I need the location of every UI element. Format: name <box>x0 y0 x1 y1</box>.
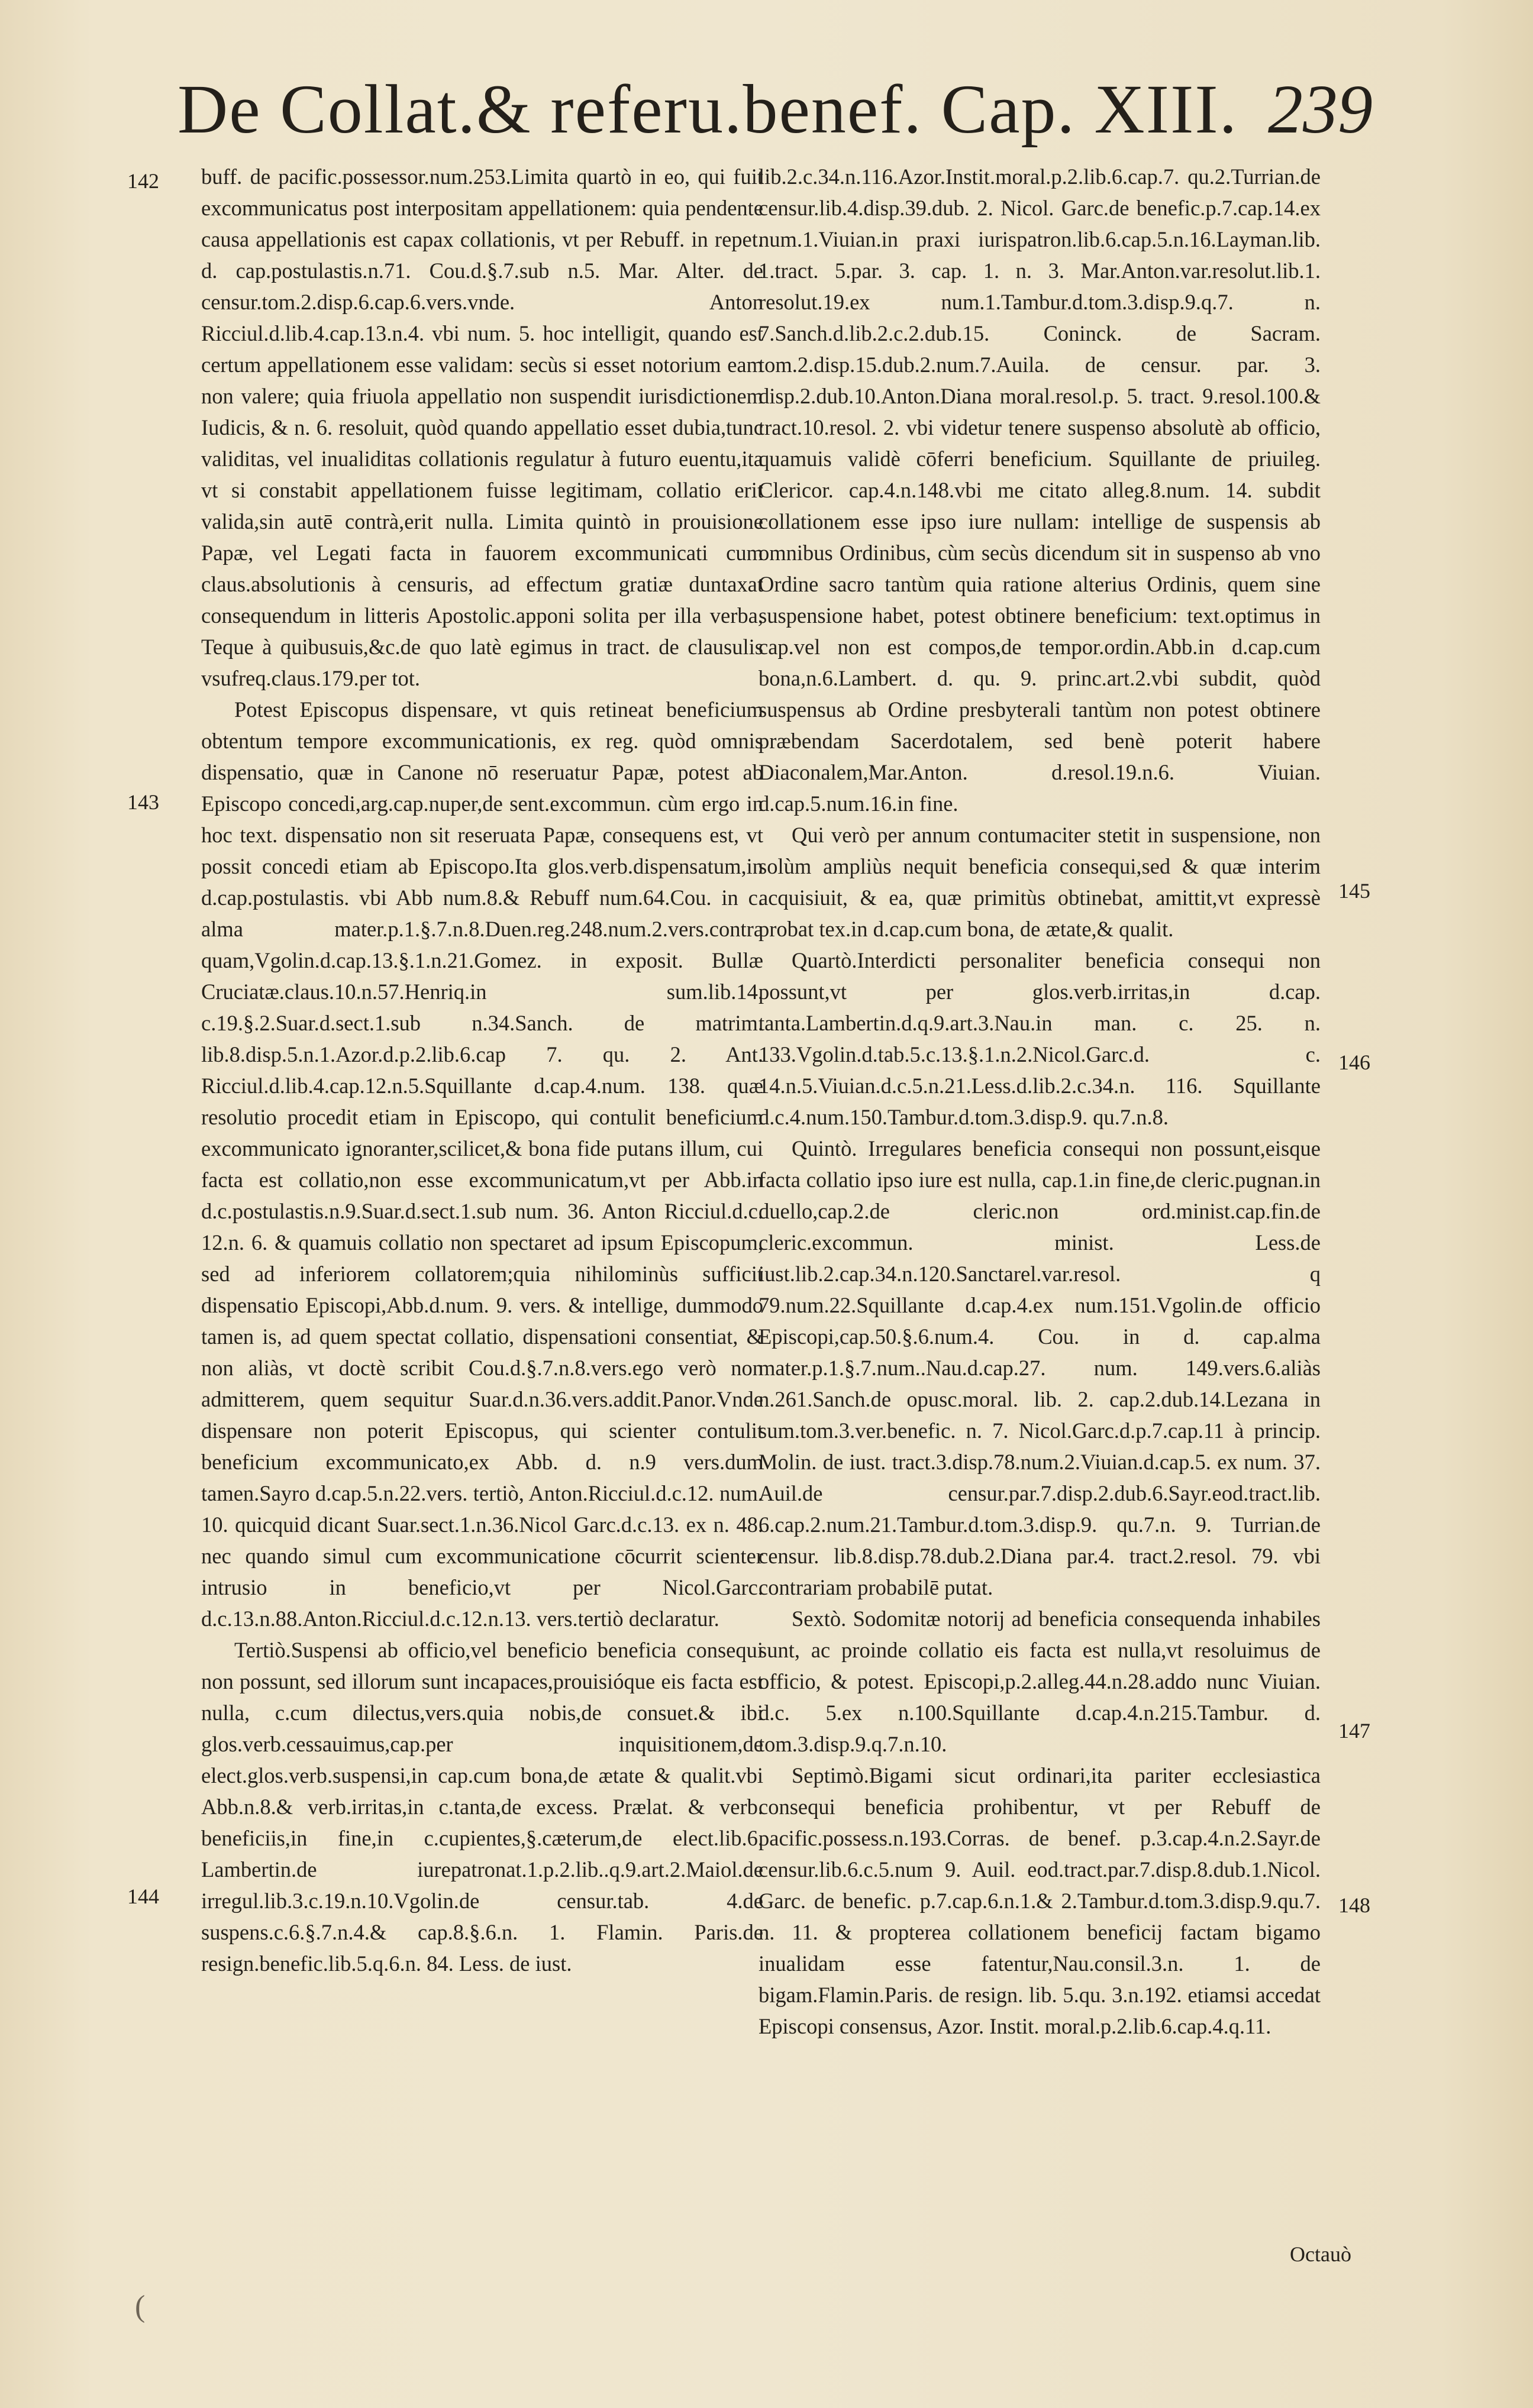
page-number: 239 <box>1268 70 1373 148</box>
running-header <box>177 65 1373 154</box>
paragraph-144: Tertiò.Suspensi ab officio,vel beneficio beneficia consequi non possunt, sed illorum sunt incapaces,prouisióque eis facta est nulla, c.cum dilectus,vers.quia nobis,de consuet.& ibi glos.verb.cessauimus,cap.per inquisitionem,de elect.glos.verb.suspensi,in cap.cum bona,de ætate & qualit.vbi Abb.n.8.& verb.irritas,in c.tanta,de excess. Prælat. & verb. beneficiis,in fine,in c.cupientes,§.cæterum,de elect.lib.6. Lambertin.de iurepatronat.1.p.2.lib..q.9.art.2.Maiol.de irregul.lib.3.c.19.n.10.Vgolin.de censur.tab. 4.de suspens.c.6.§.7.n.4.& cap.8.§.6.n. 1. Flamin. Paris.de resign.benefic.lib.5.q.6.n. 84. Less. de iust. <box>201 1638 763 1976</box>
paragraph-146: Quartò.Interdicti personaliter beneficia consequi non possunt,vt per glos.verb.irritas,in d.cap. tanta.Lambertin.d.q.9.art.3.Nau.in man. c. 25. n. 133.Vgolin.d.tab.5.c.13.§.1.n.2.Nicol.Garc.d. c. 14.n.5.Viuian.d.c.5.n.21.Less.d.lib.2.c.34.n. 116. Squillante d.c.4.num.150.Tambur.d.tom.3.disp.9. qu.7.n.8. <box>759 948 1321 1129</box>
catchword: Octauò <box>1290 2242 1351 2266</box>
margin-number-143: 143 <box>127 790 159 814</box>
paragraph-144-continued: lib.2.c.34.n.116.Azor.Instit.moral.p.2.lib.6.cap.7. qu.2.Turrian.de censur.lib.4.disp.39.dub. 2. Nicol. Garc.de benefic.p.7.cap.14.ex num.1.Viuian.in praxi iurispatron.lib.6.cap.5.n.16.Layman.lib. 1.tract. 5.par. 3. cap. 1. n. 3. Mar.Anton.var.resolut.lib.1. resolut.19.ex num.1.Tambur.d.tom.3.disp.9.q.7. n. 7.Sanch.d.lib.2.c.2.dub.15. Coninck. de Sacram. tom.2.disp.15.dub.2.num.7.Auila. de censur. par. 3. disp.2.dub.10.Anton.Diana moral.resol.p. 5. tract. 9.resol.100.& tract.10.resol. 2. vbi videtur tenere suspenso absolutè ab officio, quamuis validè cōferri beneficium. Squillante de priuileg. Clericor. cap.4.n.148.vbi me citato alleg.8.num. 14. subdit collationem esse ipso iure nullam: intellige de suspensis ab omnibus Ordinibus, cùm secùs dicendum sit in suspenso ab vno Ordine sacro tantùm quia ratione alterius Ordinis, quem sine suspensione habet, potest obtinere beneficium: text.optimus in cap.vel non est compos,de tempor.ordin.Abb.in d.cap.cum bona,n.6.Lambert. d. qu. 9. princ.art.2.vbi subdit, quòd suspensus ab Ordine presbyterali tantùm non potest obtinere præbendam Sacerdotalem, sed benè poterit habere Diaconalem,Mar.Anton. d.resol.19.n.6. Viuian. d.cap.5.num.16.in fine. <box>759 164 1321 816</box>
paragraph-143: Potest Episcopus dispensare, vt quis retineat beneficium obtentum tempore excommunicationis, ex reg. quòd omnis dispensatio, quæ in Canone nō reseruatur Papæ, potest ab Episcopo concedi,arg.cap.nuper,de sent.excommun. cùm ergo in hoc text. dispensatio non sit reseruata Papæ, consequens est, vt possit concedi etiam ab Episcopo.Ita glos.verb.dispensatum,in d.cap.postulastis. vbi Abb num.8.& Rebuff num.64.Cou. in c. alma mater.p.1.§.7.n.8.Duen.reg.248.num.2.vers.contra quam,Vgolin.d.cap.13.§.1.n.21.Gomez. in exposit. Bullæ Cruciatæ.claus.10.n.57.Henriq.in sum.lib.14. c.19.§.2.Suar.d.sect.1.sub n.34.Sanch. de matrim. lib.8.disp.5.n.1.Azor.d.p.2.lib.6.cap 7. qu. 2. Ant. Ricciul.d.lib.4.cap.12.n.5.Squillante d.cap.4.num. 138. quæ resolutio procedit etiam in Episcopo, qui contulit beneficium excommunicato ignoranter,scilicet,& bona fide putans illum, cui facta est collatio,non esse excommunicatum,vt per Abb.in d.c.postulastis.n.9.Suar.d.sect.1.sub num. 36. Anton Ricciul.d.c. 12.n. 6. & quamuis collatio non spectaret ad ipsum Episcopum, sed ad inferiorem collatorem;quia nihilominùs sufficit dispensatio Episcopi,Abb.d.num. 9. vers. & intellige, dummodo tamen is, ad quem spectat collatio, dispensationi consentiat, & non aliàs, vt doctè scribit Cou.d.§.7.n.8.vers.ego verò non admitterem, quem sequitur Suar.d.n.36.vers.addit.Panor.Vnde dispensare non poterit Episcopus, qui scienter contulit beneficium excommunicato,ex Abb. d. n.9 vers.dum tamen.Sayro d.cap.5.n.22.vers. tertiò, Anton.Ricciul.d.c.12. num. 10. quicquid dicant Suar.sect.1.n.36.Nicol Garc.d.c.13. ex n. 48. nec quando simul cum excommunicatione cōcurrit scienter intrusio in beneficio,vt per Nicol.Garc. d.c.13.n.88.Anton.Ricciul.d.c.12.n.13. vers.tertiò declaratur. <box>201 697 763 1631</box>
margin-number-147: 147 <box>1338 1719 1370 1743</box>
margin-number-146: 146 <box>1338 1051 1370 1074</box>
paragraph-142: buff. de pacific.possessor.num.253.Limita quartò in eo, qui fuit excommunicatus post interpositam appellationem: quia pendente causa appellationis est capax collationis, vt per Rebuff. in repet. d. cap.postulastis.n.71. Cou.d.§.7.sub n.5. Mar. Alter. de censur.tom.2.disp.6.cap.6.vers.vnde. Anton Ricciul.d.lib.4.cap.13.n.4. vbi num. 5. hoc intelligit, quando est certum appellationem esse validam: secùs si esset notorium eam non valere; quia friuola appellatio non suspendit iurisdictionem Iudicis, & n. 6. resoluit, quòd quando appellatio esset dubia,tunc validitas, vel inualiditas collationis regulatur à futuro euentu,ita vt si constabit appellationem fuisse legitimam, collatio erit valida,sin autē contrà,erit nulla. Limita quintò in prouisione Papæ, vel Legati facta in fauorem excommunicati cum claus.absolutionis à censuris, ad effectum gratiæ duntaxat consequendum in litteris Apostolic.apponi solita per illa verba, Teque à quibusuis,&c.de quo latè egimus in tract. de clausulis vsufreq.claus.179.per tot. <box>201 164 763 690</box>
right-column <box>759 161 1321 2042</box>
paragraph-148: Septimò.Bigami sicut ordinari,ita pariter ecclesiastica consequi beneficia prohibentur, vt per Rebuff de pacific.possess.n.193.Corras. de benef. p.3.cap.4.n.2.Sayr.de censur.lib.6.c.5.num 9. Auil. eod.tract.par.7.disp.8.dub.1.Nicol. Garc. de benefic. p.7.cap.6.n.1.& 2.Tambur.d.tom.3.disp.9.qu.7. n. 11. & propterea collationem beneficij factam bigamo inualidam esse fatentur,Nau.consil.3.n. 1. de bigam.Flamin.Paris. de resign. lib. 5.qu. 3.n.192. etiamsi accedat Episcopi consensus, Azor. Instit. moral.p.2.lib.6.cap.4.q.11. <box>759 1763 1321 2038</box>
stray-mark: ( <box>135 2290 146 2323</box>
running-title: De Collat.& referu.benef. Cap. XIII. <box>177 70 1238 148</box>
paragraph-147-sexto: Sextò. Sodomitæ notorij ad beneficia consequenda inhabiles sunt, ac proinde collatio eis facta est nulla,vt resoluimus de officio, & potest. Episcopi,p.2.alleg.44.n.28.addo nunc Viuian. d.c. 5.ex n.100.Squillante d.cap.4.n.215.Tambur. d. tom.3.disp.9.q.7.n.10. <box>759 1607 1321 1756</box>
margin-number-142: 142 <box>127 169 159 193</box>
paragraph-145: Qui verò per annum contumaciter stetit in suspensione, non solùm ampliùs nequit beneficia consequi,sed & quæ interim acquisiuit, & ea, quæ primitùs obtinebat, amittit,vt expressè probat tex.in d.cap.cum bona, de ætate,& qualit. <box>759 823 1321 941</box>
margin-number-148: 148 <box>1338 1893 1370 1917</box>
left-column <box>201 161 763 1979</box>
paragraph-147: Quintò. Irregulares beneficia consequi non possunt,eisque facta collatio ipso iure est nulla, cap.1.in fine,de cleric.pugnan.in duello,cap.2.de cleric.non ord.minist.cap.fin.de cleric.excommun. minist. Less.de iust.lib.2.cap.34.n.120.Sanctarel.var.resol. q 79.num.22.Squillante d.cap.4.ex num.151.Vgolin.de officio Episcopi,cap.50.§.6.num.4. Cou. in d. cap.alma mater.p.1.§.7.num..Nau.d.cap.27. num. 149.vers.6.aliàs n.261.Sanch.de opusc.moral. lib. 2. cap.2.dub.14.Lezana in sum.tom.3.ver.benefic. n. 7. Nicol.Garc.d.p.7.cap.11 à princip. Molin. de iust. tract.3.disp.78.num.2.Viuian.d.cap.5. ex num. 37. Auil.de censur.par.7.disp.2.dub.6.Sayr.eod.tract.lib. 6.cap.2.num.21.Tambur.d.tom.3.disp.9. qu.7.n. 9. Turrian.de censur. lib.8.disp.78.dub.2.Diana par.4. tract.2.resol. 79. vbi contrariam probabilē putat. <box>759 1136 1321 1599</box>
margin-number-144: 144 <box>127 1885 159 1908</box>
margin-number-145: 145 <box>1338 879 1370 903</box>
